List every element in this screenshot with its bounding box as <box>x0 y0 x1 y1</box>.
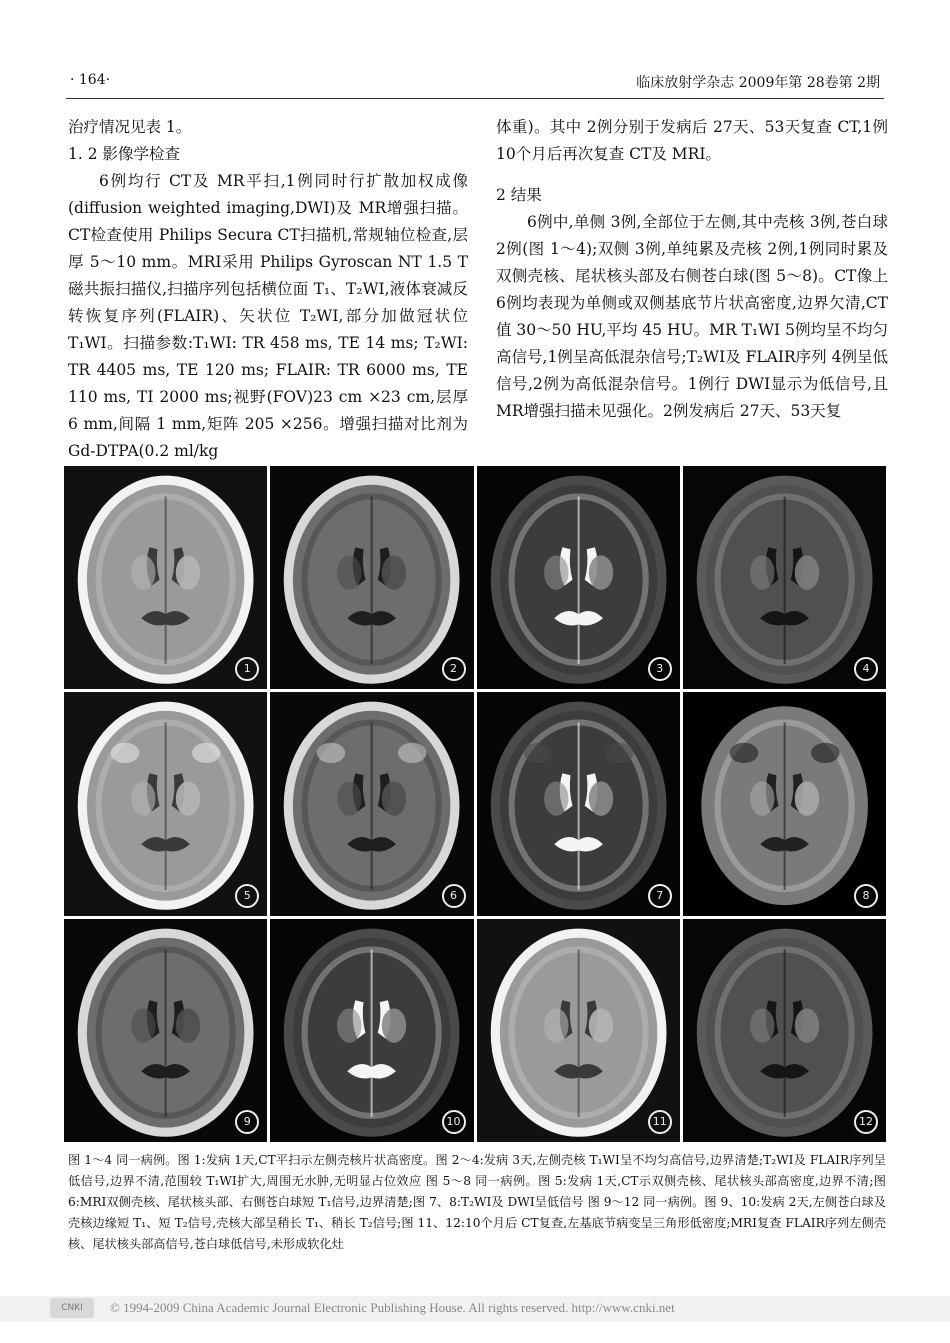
panel-number: 3 <box>648 657 672 681</box>
paragraph: 6例中,单侧 3例,全部位于左侧,其中壳核 3例,苍白球 2例(图 1～4);双侧 3例,单纯累及壳核 2例,1例同时累及双侧壳核、尾状核头部及右侧苍白球(图 5～8)。CT像上 6例均表现为单侧或双侧基底节片状高密度,边界欠清,CT值 30～50 HU,平均 45 HU。MR T₁WI 5例均呈不均匀高信号,1例呈高低混杂信号;T₂WI及 FLAIR序列 4例呈低信号,2例为高低混杂信号。1例行 DWI显示为低信号,且 MR增强扫描未见强化。2例发病后 27天、53天复 <box>496 213 888 420</box>
brain-scan-image <box>64 692 267 915</box>
section-heading: 2 结果 <box>496 186 542 204</box>
scan-panel <box>270 692 473 915</box>
scan-panel <box>270 466 473 689</box>
scan-panel <box>64 692 267 915</box>
scan-panel <box>683 919 886 1142</box>
panel-number: 10 <box>442 1110 466 1134</box>
left-column <box>68 114 468 465</box>
panel-number: 2 <box>442 657 466 681</box>
brain-scan-image <box>270 466 473 689</box>
scan-panel <box>270 919 473 1142</box>
paragraph: 6例均行 CT及 MR平扫,1例同时行扩散加权成像(diffusion weighted imaging,DWI)及 MR增强扫描。CT检查使用 Philips Secura CT扫描机,常规轴位检查,层厚 5～10 mm。MRI采用 Philips Gyroscan NT 1.5 T磁共振扫描仪,扫描序列包括横位面 T₁、T₂WI,液体衰减反转恢复序列(FLAIR)、矢状位 T₂WI,部分加做冠状位 T₁WI。扫描参数:T₁WI: TR 458 ms, TE 14 ms; T₂WI: TR 4405 ms, TE 120 ms; FLAIR: TR 6000 ms, TE 110 ms, TI 2000 ms;视野(FOV)23 cm ×23 cm,层厚 6 mm,间隔 1 mm,矩阵 205 ×256。增强扫描对比剂为 Gd-DTPA(0.2 ml/kg <box>68 172 468 460</box>
page-number: · 164· <box>70 72 111 88</box>
scan-panel <box>477 466 680 689</box>
brain-scan-image <box>477 919 680 1142</box>
panel-number: 11 <box>648 1110 672 1134</box>
panel-number: 1 <box>235 657 259 681</box>
paragraph: 治疗情况见表 1。 <box>68 118 192 136</box>
figure-grid <box>64 466 886 1142</box>
brain-scan-image <box>270 919 473 1142</box>
panel-number: 9 <box>235 1110 259 1134</box>
brain-scan-image <box>683 919 886 1142</box>
panel-number: 6 <box>442 884 466 908</box>
paragraph: 体重)。其中 2例分别于发病后 27天、53天复查 CT,1例 10个月后再次复查 CT及 MRI。 <box>496 118 888 163</box>
panel-number: 7 <box>648 884 672 908</box>
scan-panel <box>64 466 267 689</box>
scan-panel <box>683 692 886 915</box>
copyright-text: © 1994-2009 China Academic Journal Electronic Publishing House. All rights reserved. http://www.cnki.net <box>110 1300 675 1315</box>
footer <box>0 1296 950 1322</box>
cnki-logo: CNKI <box>50 1298 94 1318</box>
brain-scan-image <box>64 466 267 689</box>
header-rule <box>66 98 884 99</box>
scan-panel <box>477 692 680 915</box>
scan-panel <box>477 919 680 1142</box>
brain-scan-image <box>683 692 886 915</box>
panel-number: 12 <box>854 1110 878 1134</box>
figure-caption: 图 1～4 同一病例。图 1:发病 1天,CT平扫示左侧壳核片状高密度。图 2～4:发病 3天,左侧壳核 T₁WI呈不均匀高信号,边界清楚;T₂WI及 FLAIR序列呈低信号,边界不清,范围较 T₁WI扩大,周围无水肿,无明显占位效应 图 5～8 同一病例。图 5:发病 1天,CT示双侧壳核、尾状核头部高密度,边界不清;图 6:MRI双侧壳核、尾状核头部、右侧苍白球短 T₁信号,边界清楚;图 7、8:T₂WI及 DWI呈低信号 图 9～12 同一病例。图 9、10:发病 2天,左侧苍白球及壳核边缘短 T₁、短 T₂信号,壳核大部呈稍长 T₁、稍长 T₂信号;图 11、12:10个月后 CT复查,左基底节病变呈三角形低密度;MRI复查 FLAIR序列左侧壳核、尾状核头部高信号,苍白球低信号,未形成软化灶 <box>68 1153 886 1251</box>
brain-scan-image <box>270 692 473 915</box>
panel-number: 4 <box>854 657 878 681</box>
panel-number: 8 <box>854 884 878 908</box>
journal-header: 临床放射学杂志 2009年第 28卷第 2期 <box>636 75 880 91</box>
brain-scan-image <box>477 466 680 689</box>
brain-scan-image <box>64 919 267 1142</box>
right-column <box>496 114 888 425</box>
brain-scan-image <box>477 692 680 915</box>
scan-panel <box>64 919 267 1142</box>
section-heading: 1. 2 影像学检查 <box>68 145 181 163</box>
brain-scan-image <box>683 466 886 689</box>
scan-panel <box>683 466 886 689</box>
panel-number: 5 <box>235 884 259 908</box>
